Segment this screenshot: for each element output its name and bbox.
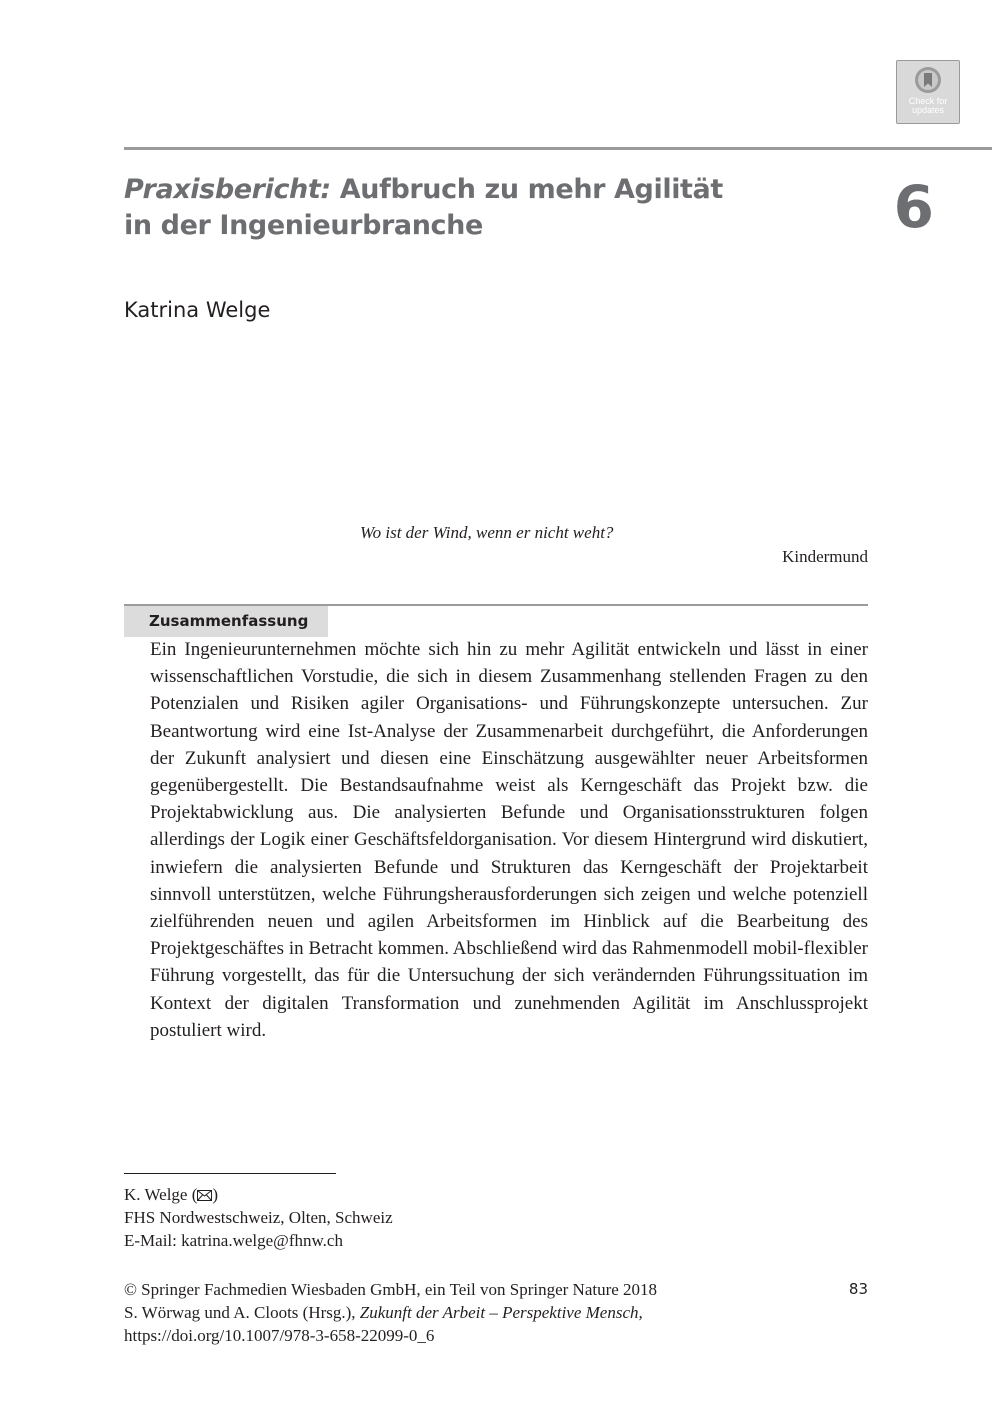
epigraph-quote: Wo ist der Wind, wenn er nicht weht? — [360, 523, 614, 542]
footnote-email[interactable]: E-Mail: katrina.welge@fhnw.ch — [124, 1231, 343, 1250]
abstract-label: Zusammenfassung — [124, 606, 328, 637]
bookmark-icon — [913, 65, 943, 95]
author-footnote — [124, 1183, 393, 1252]
copyright-block — [124, 1278, 744, 1347]
chapter-title-italic: Praxisbericht: — [124, 174, 331, 205]
chapter-title — [124, 172, 764, 244]
epigraph-source: Kindermund — [782, 547, 868, 566]
citation-book-title: Zukunft der Arbeit – Perspektive Mensch, — [359, 1303, 643, 1322]
footnote-rule — [124, 1173, 336, 1174]
doi-link[interactable]: https://doi.org/10.1007/978-3-658-22099-0_6 — [124, 1326, 435, 1345]
check-for-updates-badge[interactable] — [896, 60, 960, 124]
chapter-top-rule — [124, 147, 992, 150]
chapter-number: 6 — [893, 173, 934, 241]
chapter-title-line2: in der Ingenieurbranche — [124, 210, 483, 241]
copyright-line: © Springer Fachmedien Wiesbaden GmbH, ein Teil von Springer Nature 2018 — [124, 1280, 658, 1299]
footnote-author-suffix: ) — [212, 1185, 219, 1204]
page-number: 83 — [848, 1280, 868, 1298]
envelope-icon[interactable] — [197, 1190, 212, 1201]
footnote-author-line — [124, 1183, 393, 1206]
chapter-author: Katrina Welge — [124, 298, 271, 322]
abstract-text: Ein Ingenieurunternehmen möchte sich hin zu mehr Agilität entwickeln und lässt in einer wissenschaftlichen Vorstudie, die sich in diesem Zusammenhang stellenden Fragen zu den Potenzialen und Risiken agiler Organisations- und Führungskonzepte untersuchen. Zur Beantwortung wird eine Ist-Analyse der Zusammenarbeit durchgeführt, die Anforderungen der Zukunft analysiert und diesen eine Einschätzung ausgewählter neuer Arbeitsformen gegenübergestellt. Die Bestandsaufnahme weist als Kerngeschäft das Projekt bzw. die Projektabwicklung aus. Die analysierten Befunde und Organisationsstrukturen folgen allerdings der Logik einer Geschäftsfeldorganisation. Vor diesem Hintergrund wird diskutiert, inwiefern die analysierten Befunde und Strukturen das Kerngeschäft der Projektarbeit sinnvoll unterstützen, welche Führungsherausforderungen sich zeigen und welche potenziell zielführenden neuen und agilen Arbeitsformen im Hinblick auf die Bearbeitung des Projektgeschäftes in Betracht kommen. Abschließend wird das Rahmenmodell mobil-flexibler Führung vorgestellt, das für die Untersuchung der sich verändernden Führungssituation im Kontext der digitalen Transformation und zunehmenden Agilität im Anschlussprojekt postuliert wird. — [150, 639, 868, 1041]
footnote-affiliation: FHS Nordwestschweiz, Olten, Schweiz — [124, 1208, 393, 1227]
chapter-title-line1: Aufbruch zu mehr Agilität — [330, 174, 723, 205]
footnote-author: K. Welge ( — [124, 1185, 198, 1204]
citation-editors: S. Wörwag und A. Cloots (Hrsg.), — [124, 1303, 360, 1322]
citation-line — [124, 1301, 744, 1324]
badge-label: Check for updates — [908, 96, 948, 115]
